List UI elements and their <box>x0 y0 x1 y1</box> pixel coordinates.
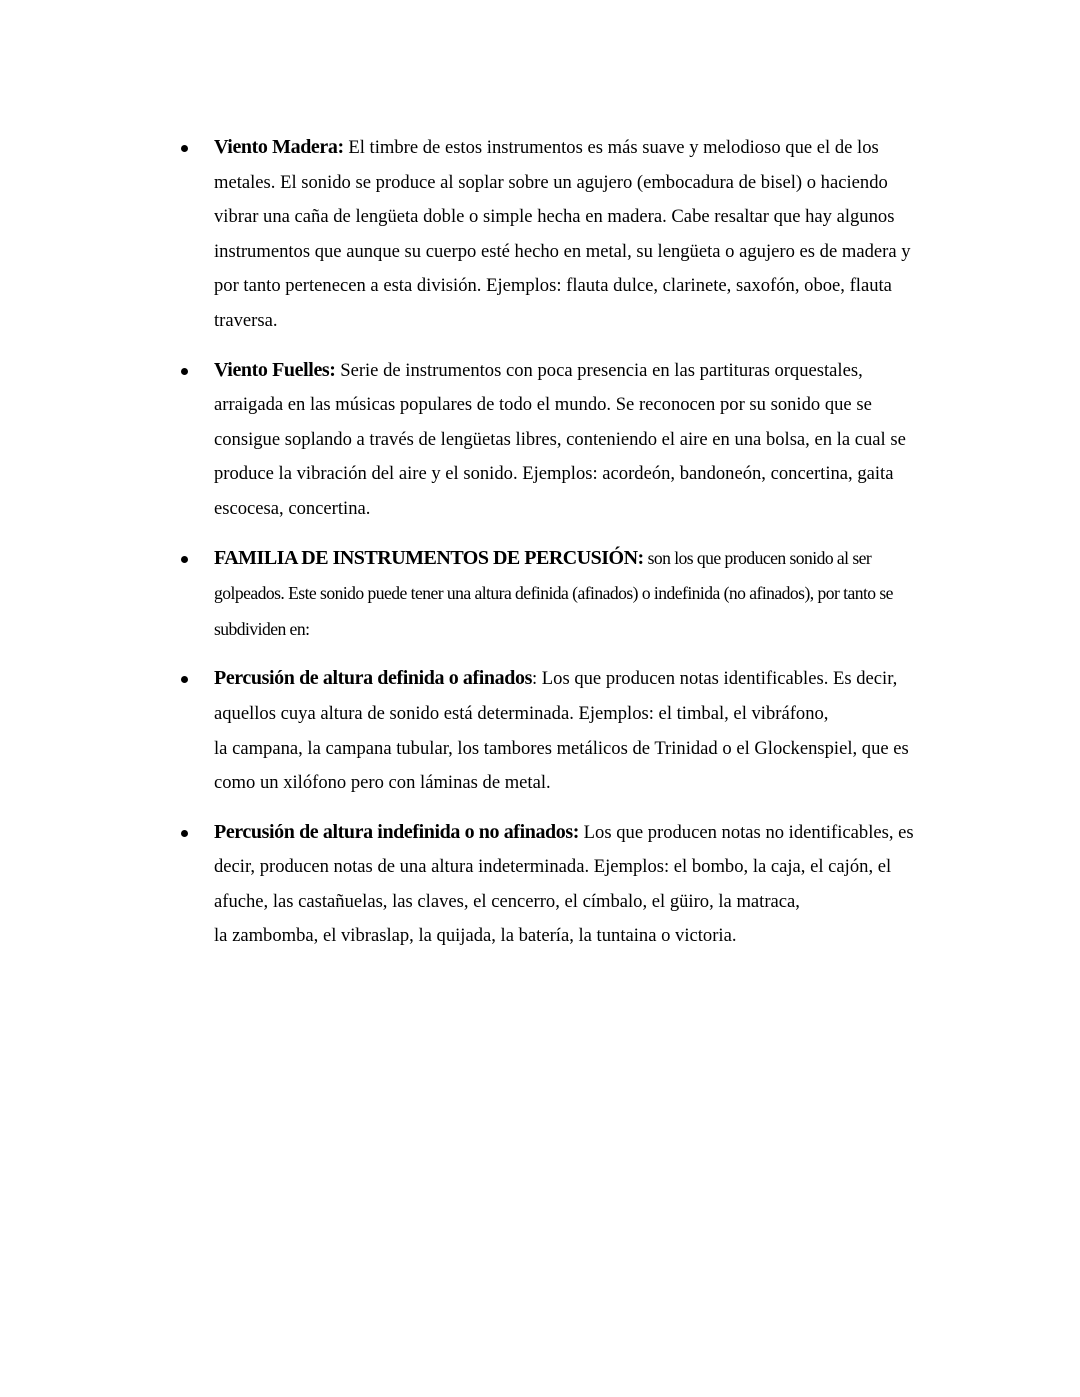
term-label: Viento Madera: <box>214 136 344 158</box>
item-description: El timbre de estos instrumentos es más suave y melodioso que el de los metales. El sonido se produce al soplar sobre un agujero (embocadura de bisel) o haciendo vibrar una caña de lengüeta doble o simple hecha en madera. Cabe resaltar que hay algunos instrumentos que aunque su cuerpo esté hecho en metal, su lengüeta o agujero es de madera y por tanto pertenecen a esta división. Ejemplos: flauta dulce, clarinete, saxofón, oboe, flauta traversa. <box>214 137 911 331</box>
list-item-viento-madera <box>0 130 934 339</box>
term-label: Viento Fuelles: <box>214 358 336 381</box>
item-description-continued: la campana, la campana tubular, los tambores metálicos de Trinidad o el Glockenspiel, que es como un xilófono pero con láminas de metal. <box>214 737 909 794</box>
item-description-continued: la zambomba, el vibraslap, la quijada, la batería, la tuntaina o victoria. <box>214 925 737 947</box>
term-label: Percusión de altura definida o afinados <box>214 667 532 690</box>
list-item-percusion-no-afinados <box>0 815 934 954</box>
list-item-familia-percusion <box>0 541 934 648</box>
term-label: Percusión de altura indefinida o no afinados: <box>214 820 580 843</box>
item-description: Los que producen notas no identificables, es decir, producen notas de una altura indeterminada. Ejemplos: el bombo, la caja, el cajón, el afuche, las castañuelas, las claves, el cencerro, el címbalo, el güiro, la matraca, <box>214 821 914 912</box>
bullet-icon <box>181 676 188 683</box>
item-description: son los que producen sonido al ser golpeados. Este sonido puede tener una altura definida (afinados) o indefinida (no afinados), por tanto se subdividen en: <box>214 547 893 639</box>
bullet-icon <box>181 368 188 375</box>
bullet-icon <box>181 556 188 563</box>
bullet-icon <box>181 145 188 152</box>
list-item-viento-fuelles <box>0 353 934 527</box>
item-description: : Los que producen notas identificables. Es decir, aquellos cuya altura de sonido está determinada. Ejemplos: el timbal, el vibráfono, <box>214 668 898 724</box>
item-description: Serie de instrumentos con poca presencia en las partituras orquestales, arraigada en las músicas populares de todo el mundo. Se reconocen por su sonido que se consigue soplando a través de lengüetas libres, conteniendo el aire en una bolsa, en la cual se produce la vibración del aire y el sonido. Ejemplos: acordeón, bandoneón, concertina, gaita escocesa, concertina. <box>214 359 906 519</box>
bullet-icon <box>181 830 188 837</box>
bullet-list <box>0 130 1080 968</box>
list-item-percusion-afinados <box>0 661 934 800</box>
term-label: FAMILIA DE INSTRUMENTOS DE PERCUSIÓN: <box>214 546 644 569</box>
